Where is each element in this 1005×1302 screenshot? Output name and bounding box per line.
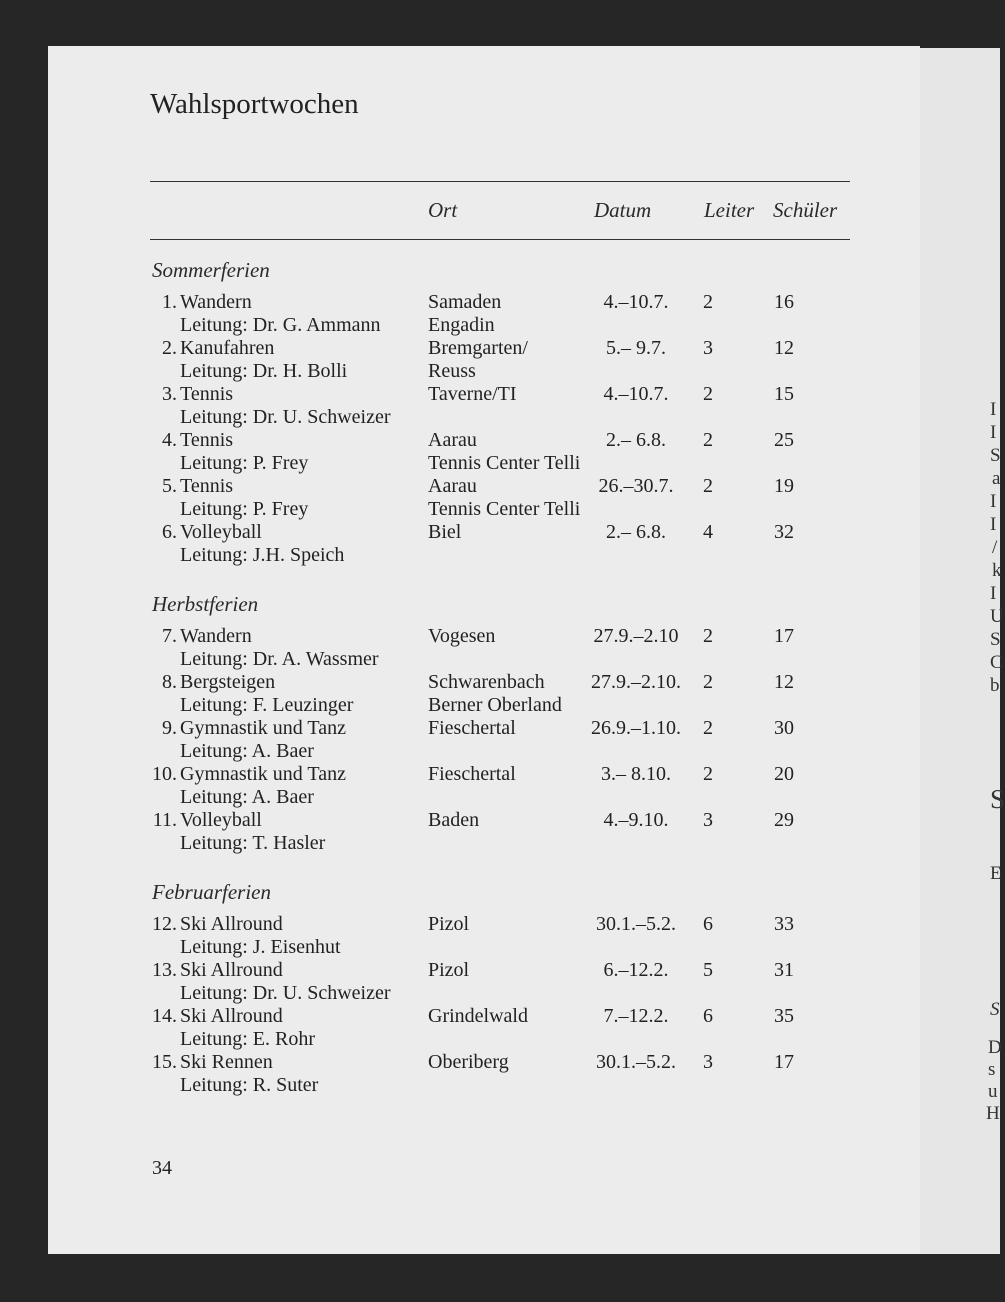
student-count: 12 (774, 337, 794, 359)
leader-name: Leitung: Dr. U. Schweizer (180, 982, 391, 1004)
date-range: 3.– 8.10. (601, 763, 671, 785)
location: Vogesen (428, 625, 496, 647)
location: Taverne/TI (428, 383, 517, 405)
leader-count: 6 (703, 913, 713, 935)
column-header-leiter: Leiter (704, 198, 755, 222)
location: Fieschertal (428, 717, 516, 739)
leader-count: 2 (703, 291, 713, 313)
adjacent-page-fragment: C (990, 652, 1003, 673)
activity-name: Ski Allround (180, 959, 283, 981)
column-header-schueler: Schüler (773, 198, 838, 222)
location: Pizol (428, 913, 470, 935)
location: Biel (428, 521, 462, 543)
student-count: 25 (774, 429, 794, 451)
row-number: 12. (152, 913, 177, 935)
row-number: 8. (162, 671, 177, 693)
adjacent-page-fragment: S (990, 629, 1001, 650)
adjacent-page-fragment: I (990, 422, 997, 443)
student-count: 16 (774, 291, 794, 313)
adjacent-page-fragment: k (992, 560, 1002, 581)
row-number: 2. (162, 337, 177, 359)
row-number: 3. (162, 383, 177, 405)
adjacent-page-fragment: E (990, 863, 1002, 884)
student-count: 33 (774, 913, 794, 935)
student-count: 20 (774, 763, 794, 785)
location: Oberiberg (428, 1051, 509, 1073)
row-number: 15. (152, 1051, 177, 1073)
activity-name: Kanufahren (180, 337, 275, 359)
leader-name: Leitung: J. Eisenhut (180, 936, 341, 958)
adjacent-page-edge (920, 48, 1005, 1254)
date-range: 7.–12.2. (603, 1005, 669, 1027)
adjacent-page-fragment: I (990, 399, 997, 420)
date-range: 2.– 6.8. (606, 521, 666, 543)
leader-count: 3 (703, 1051, 713, 1073)
date-range: 30.1.–5.2. (596, 913, 676, 935)
date-range: 6.–12.2. (603, 959, 669, 981)
activity-name: Ski Allround (180, 1005, 283, 1027)
leader-name: Leitung: P. Frey (180, 452, 309, 474)
leader-name: Leitung: P. Frey (180, 498, 309, 520)
student-count: 35 (774, 1005, 794, 1027)
date-range: 26.–30.7. (598, 475, 674, 497)
activity-name: Gymnastik und Tanz (180, 717, 346, 739)
student-count: 12 (774, 671, 794, 693)
leader-count: 2 (703, 383, 713, 405)
date-range: 4.–10.7. (603, 383, 669, 405)
leader-name: Leitung: E. Rohr (180, 1028, 315, 1050)
leader-count: 2 (703, 625, 713, 647)
activity-name: Wandern (180, 625, 252, 647)
date-range: 27.9.–2.10. (591, 671, 681, 693)
activity-name: Volleyball (180, 521, 262, 543)
leader-name: Leitung: Dr. G. Ammann (180, 314, 381, 336)
leader-name: Leitung: T. Hasler (180, 832, 326, 854)
activity-name: Tennis (180, 383, 234, 405)
adjacent-page-fragment: u (988, 1081, 998, 1102)
row-number: 10. (152, 763, 177, 785)
activity-name: Tennis (180, 429, 234, 451)
leader-count: 5 (703, 959, 713, 981)
location: Fieschertal (428, 763, 516, 785)
row-number: 1. (162, 291, 177, 313)
adjacent-page-fragment: I (990, 583, 997, 604)
table-header-rule (150, 239, 850, 240)
leader-name: Leitung: A. Baer (180, 740, 314, 762)
location-detail: Engadin (428, 314, 495, 336)
location: Grindelwald (428, 1005, 528, 1027)
row-number: 6. (162, 521, 177, 543)
adjacent-page-fragment: H (986, 1103, 1000, 1124)
activity-name: Bergsteigen (180, 671, 276, 693)
activity-name: Gymnastik und Tanz (180, 763, 346, 785)
leader-name: Leitung: A. Baer (180, 786, 314, 808)
location: Samaden (428, 291, 502, 313)
row-number: 9. (162, 717, 177, 739)
page-number: 34 (152, 1157, 172, 1179)
leader-name: Leitung: J.H. Speich (180, 544, 345, 566)
activity-name: Tennis (180, 475, 234, 497)
adjacent-page-fragment: U (990, 606, 1004, 627)
location: Aarau (428, 429, 477, 451)
column-header-ort: Ort (428, 198, 458, 222)
page-title: Wahlsportwochen (150, 88, 359, 120)
table-top-rule (150, 181, 850, 182)
date-range: 30.1.–5.2. (596, 1051, 676, 1073)
activity-name: Ski Allround (180, 913, 283, 935)
location-detail: Tennis Center Telli (428, 498, 581, 520)
student-count: 15 (774, 383, 794, 405)
leader-count: 2 (703, 717, 713, 739)
leader-count: 2 (703, 475, 713, 497)
section-heading: Sommerferien (152, 258, 270, 282)
leader-count: 2 (703, 671, 713, 693)
row-number: 4. (162, 429, 177, 451)
section-heading: Februarferien (152, 880, 271, 904)
leader-count: 2 (703, 763, 713, 785)
adjacent-page-fragment: S (990, 999, 1000, 1020)
leader-count: 3 (703, 809, 713, 831)
row-number: 5. (162, 475, 177, 497)
activity-name: Ski Rennen (180, 1051, 273, 1073)
adjacent-page-fragment: b (990, 675, 1000, 696)
student-count: 32 (774, 521, 794, 543)
row-number: 11. (152, 809, 177, 831)
leader-count: 4 (703, 521, 713, 543)
leader-count: 6 (703, 1005, 713, 1027)
date-range: 2.– 6.8. (606, 429, 666, 451)
leader-name: Leitung: R. Suter (180, 1074, 319, 1096)
leader-name: Leitung: Dr. A. Wassmer (180, 648, 379, 670)
student-count: 31 (774, 959, 794, 981)
leader-name: Leitung: F. Leuzinger (180, 694, 354, 716)
adjacent-page-fragment: a (992, 468, 1001, 489)
adjacent-page-fragment: S (990, 784, 1005, 814)
date-range: 26.9.–1.10. (591, 717, 681, 739)
student-count: 29 (774, 809, 794, 831)
location: Pizol (428, 959, 470, 981)
location: Schwarenbach (428, 671, 545, 693)
location-detail: Reuss (428, 360, 476, 382)
student-count: 19 (774, 475, 794, 497)
adjacent-page-fragment: s (988, 1059, 996, 1080)
leader-count: 2 (703, 429, 713, 451)
row-number: 14. (152, 1005, 177, 1027)
location-detail: Berner Oberland (428, 694, 562, 716)
row-number: 7. (162, 625, 177, 647)
location: Aarau (428, 475, 477, 497)
section-heading: Herbstferien (152, 592, 259, 616)
student-count: 30 (774, 717, 794, 739)
adjacent-page-fragment: D (988, 1037, 1002, 1058)
student-count: 17 (774, 1051, 794, 1073)
row-number: 13. (152, 959, 177, 981)
date-range: 4.–9.10. (603, 809, 669, 831)
adjacent-page-fragment: / (992, 537, 998, 558)
location-detail: Tennis Center Telli (428, 452, 581, 474)
activity-name: Wandern (180, 291, 252, 313)
adjacent-page-fragment: S (990, 445, 1001, 466)
date-range: 5.– 9.7. (606, 337, 666, 359)
leader-name: Leitung: Dr. U. Schweizer (180, 406, 391, 428)
adjacent-page-fragment: I (990, 491, 997, 512)
student-count: 17 (774, 625, 794, 647)
location: Bremgarten/ (428, 337, 528, 359)
adjacent-page-fragment: I (990, 514, 997, 535)
activity-name: Volleyball (180, 809, 262, 831)
date-range: 4.–10.7. (603, 291, 669, 313)
leader-count: 3 (703, 337, 713, 359)
location: Baden (428, 809, 480, 831)
date-range: 27.9.–2.10 (593, 625, 679, 647)
leader-name: Leitung: Dr. H. Bolli (180, 360, 348, 382)
column-header-datum: Datum (594, 198, 652, 222)
